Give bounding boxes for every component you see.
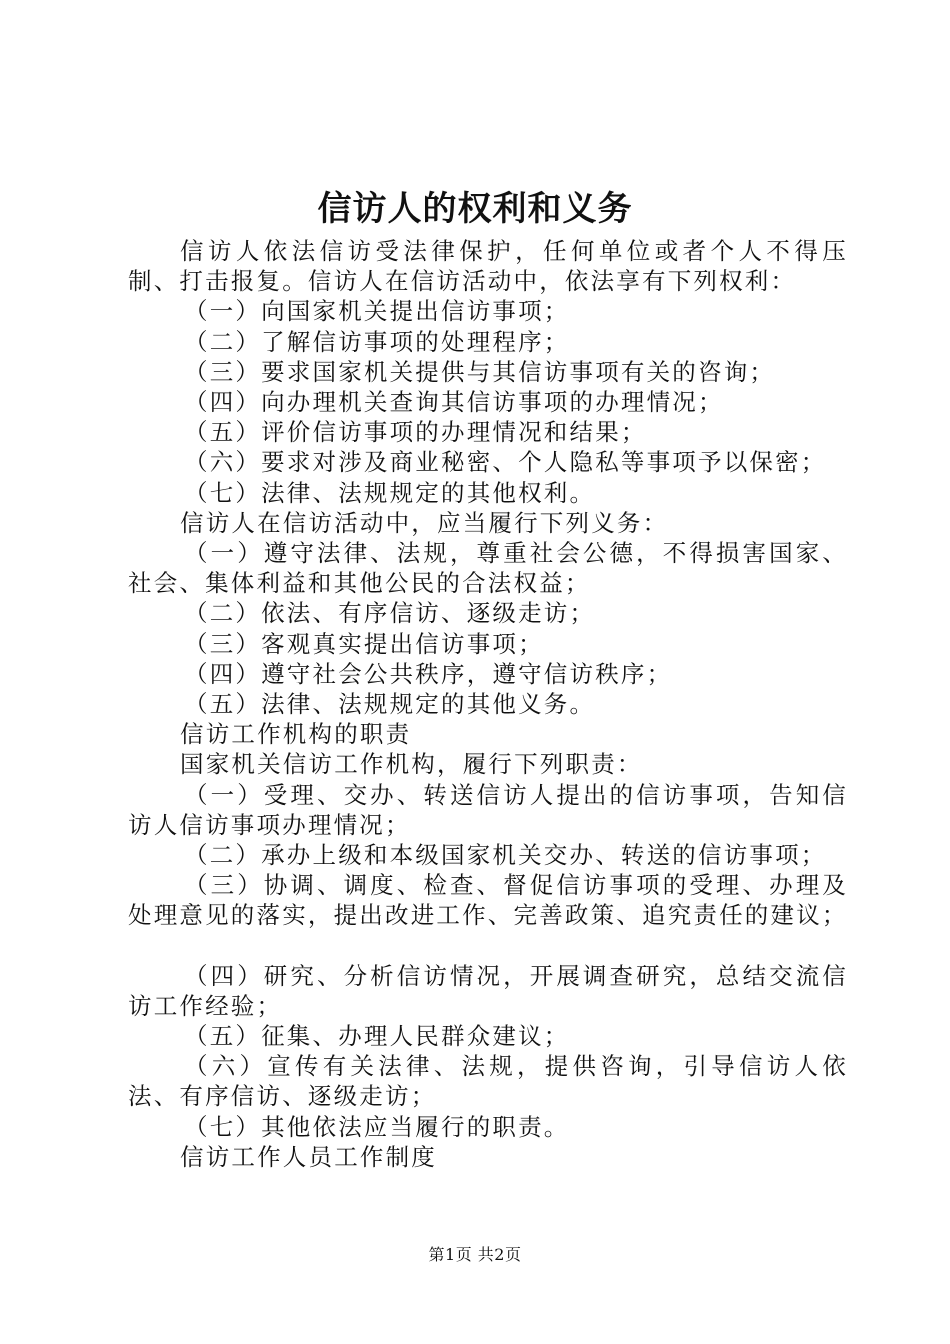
- right-item-4: （四）向办理机关查询其信访事项的办理情况；: [184, 388, 724, 417]
- right-item-1: （一）向国家机关提出信访事项；: [184, 297, 570, 326]
- duty-item-3: （三）客观真实提出信访事项；: [184, 629, 544, 658]
- duty-item-4: （四）遵守社会公共秩序，遵守信访秩序；: [184, 659, 673, 688]
- agency-item-7: （七）其他依法应当履行的职责。: [184, 1112, 570, 1141]
- duty-item-2: （二）依法、有序信访、逐级走访；: [184, 599, 596, 628]
- section-heading-agency-duties: 信访工作机构的职责: [180, 720, 412, 749]
- right-item-5: （五）评价信访事项的办理情况和结果；: [184, 418, 647, 447]
- agency-item-4: （四）研究、分析信访情况，开展调查研究，总结交流信访工作经验；: [128, 961, 848, 1020]
- duty-item-1: （一）遵守法律、法规，尊重社会公德，不得损害国家、社会、集体利益和其他公民的合法权益；: [128, 539, 848, 598]
- right-item-2: （二）了解信访事项的处理程序；: [184, 327, 570, 356]
- right-item-3: （三）要求国家机关提供与其信访事项有关的咨询；: [184, 357, 776, 386]
- document-body: [128, 236, 848, 1172]
- right-item-7: （七）法律、法规规定的其他权利。: [184, 478, 596, 507]
- blank-line: [128, 931, 848, 961]
- agency-item-5: （五）征集、办理人民群众建议；: [184, 1022, 570, 1051]
- agency-item-6: （六）宣传有关法律、法规，提供咨询，引导信访人依法、有序信访、逐级走访；: [128, 1052, 848, 1111]
- paragraph-intro: 信访人依法信访受法律保护，任何单位或者个人不得压制、打击报复。信访人在信访活动中，依法享有下列权利：: [128, 237, 848, 296]
- document-title: 信访人的权利和义务: [317, 189, 633, 229]
- agency-item-3: （三）协调、调度、检查、督促信访事项的受理、办理及处理意见的落实，提出改进工作、完善政策、追究责任的建议；: [128, 871, 848, 930]
- paragraph-duties-intro: 信访人在信访活动中，应当履行下列义务：: [180, 508, 669, 537]
- duty-item-5: （五）法律、法规规定的其他义务。: [184, 690, 596, 719]
- section-heading-staff-rules: 信访工作人员工作制度: [180, 1142, 437, 1171]
- agency-item-2: （二）承办上级和本级国家机关交办、转送的信访事项；: [184, 841, 827, 870]
- page-footer: 第1页 共2页: [428, 1245, 522, 1264]
- agency-item-1: （一）受理、交办、转送信访人提出的信访事项，告知信访人信访事项办理情况；: [128, 780, 848, 839]
- right-item-6: （六）要求对涉及商业秘密、个人隐私等事项予以保密；: [184, 448, 827, 477]
- paragraph-agency-intro: 国家机关信访工作机构，履行下列职责：: [180, 750, 643, 779]
